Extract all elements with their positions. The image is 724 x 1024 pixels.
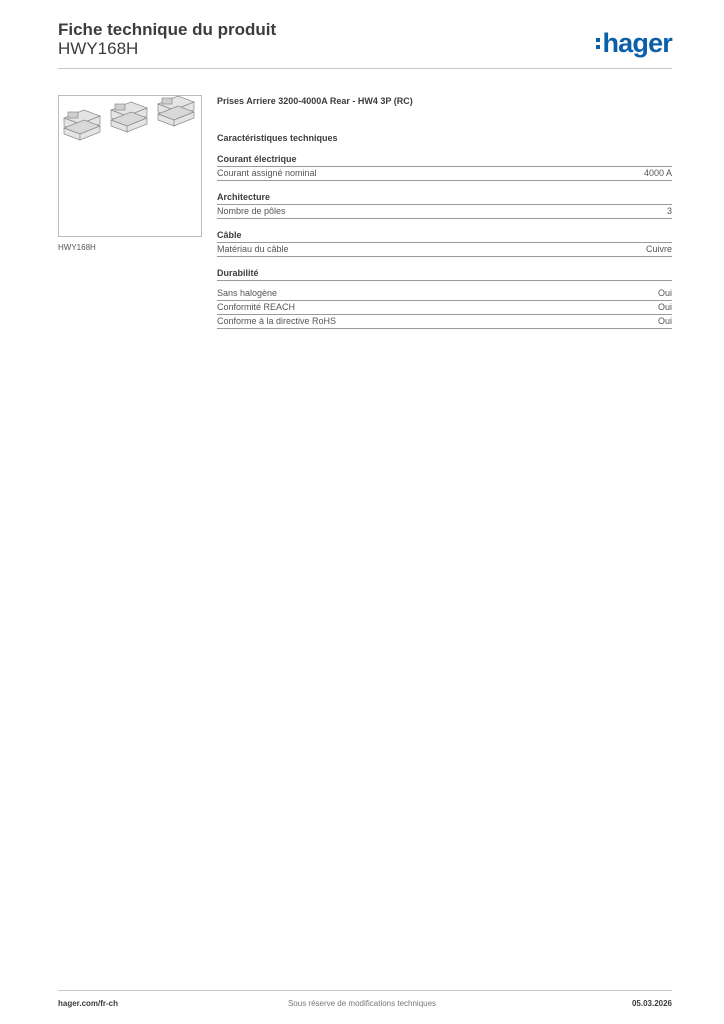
spec-label: Conforme à la directive RoHS (217, 316, 337, 326)
section-courant-electrique (217, 153, 672, 181)
spec-label: Courant assigné nominal (217, 168, 317, 178)
logo-text: hager (602, 27, 672, 58)
spec-value: Cuivre (645, 244, 672, 254)
spec-label: Sans halogène (217, 288, 278, 298)
spec-row (217, 287, 672, 301)
spec-value: Oui (657, 302, 672, 312)
spec-label: Conformité REACH (217, 302, 296, 312)
section-durabilite (217, 267, 672, 329)
section-architecture (217, 191, 672, 219)
spec-value: 3 (666, 206, 672, 216)
spec-row (217, 301, 672, 315)
footer-notice: Sous réserve de modifications techniques (287, 999, 437, 1008)
section-title: Courant électrique (217, 153, 672, 167)
section-title: Câble (217, 229, 672, 243)
section-cable (217, 229, 672, 257)
footer-divider (58, 990, 672, 991)
spec-row (217, 243, 672, 257)
section-title: Architecture (217, 191, 672, 205)
spec-row (217, 205, 672, 219)
spec-row (217, 315, 672, 329)
logo-mark-icon (596, 38, 600, 49)
spec-value: Oui (657, 288, 672, 298)
section-title: Durabilité (217, 267, 672, 281)
spec-content (217, 95, 672, 339)
spec-label: Matériau du câble (217, 244, 289, 254)
hager-logo (596, 28, 672, 58)
product-image (58, 95, 202, 237)
header-divider (58, 68, 672, 69)
footer-website-link[interactable]: hager.com/fr-ch (58, 999, 119, 1008)
product-reference: HWY168H (58, 39, 139, 58)
image-caption: HWY168H (58, 243, 96, 252)
spec-value: Oui (657, 316, 672, 326)
footer-date: 05.03.2026 (631, 999, 672, 1008)
spec-label: Nombre de pôles (217, 206, 286, 216)
spec-row (217, 167, 672, 181)
spec-value: 4000 A (643, 168, 672, 178)
specs-heading: Caractéristiques techniques (217, 133, 338, 143)
product-name: Prises Arriere 3200-4000A Rear - HW4 3P (RC) (217, 96, 413, 106)
page-title: Fiche technique du produit (58, 20, 277, 39)
product-illustration-icon (59, 96, 201, 236)
